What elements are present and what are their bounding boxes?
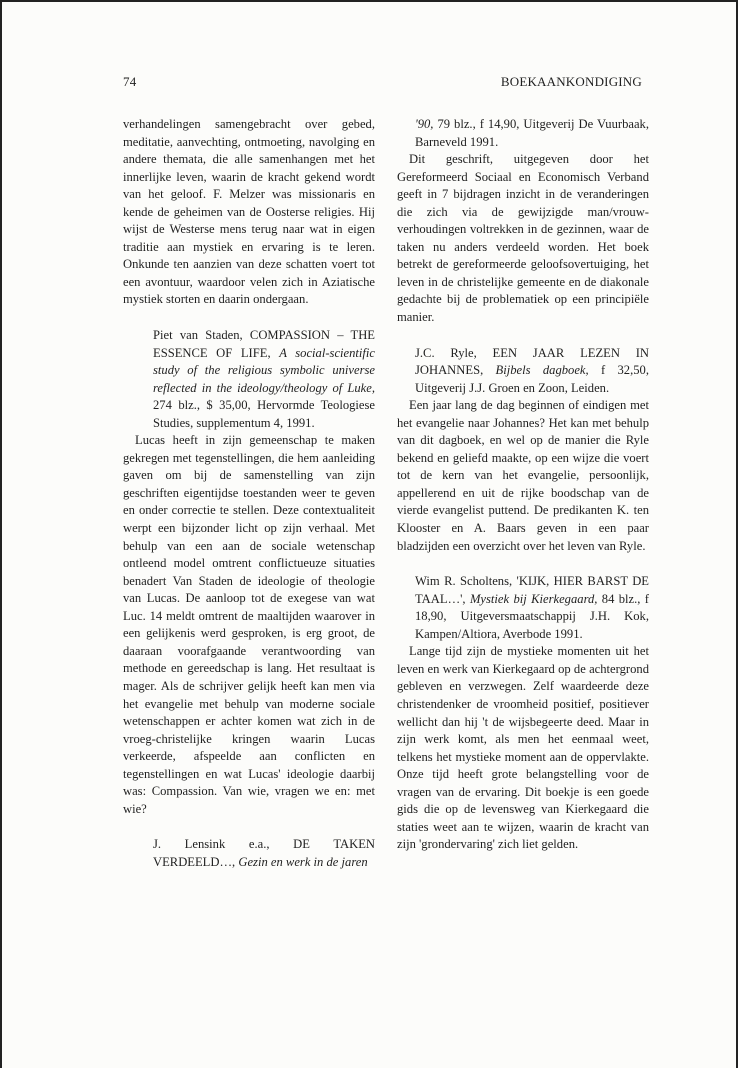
book-entry-lensink-continued [397, 116, 649, 151]
entry-author-title: J.C. Ryle, EEN JAAR LEZEN IN JOHANNES, [415, 345, 649, 378]
section-title: BOEKAANKONDIGING [500, 74, 642, 89]
entry-subtitle-continued: '90, [415, 117, 434, 131]
entry-subtitle: A social-scientific study of the religious symbolic universe reflected in the ideology/theology of Luke, [153, 345, 375, 395]
paragraph-intro: verhandelingen samengebracht over gebed, meditatie, aanvechting, ontmoeting, navolging en andere themata, die alle samenhangen met het innerlijke leven, waarin de kracht gekend wordt van het geloof. F. Melzer was missionaris en kende de geheimen van de Oosterse religies. Hij wijst de Westerse mens terug naar wat in eigen traditie aan mystiek en ervaring is te leren. Onkunde ten aanzien van deze schatten voert tot een avontuur, waardoor velen zich in Aziatische mystiek storten en daarin ondergaan. [123, 117, 375, 307]
book-entry-scholtens [397, 573, 649, 643]
paragraph-kierkegaard-review: Lange tijd zijn de mystieke momenten uit het leven en werk van Kierkegaard op de achtergrond gebleven en verzwegen. Zelf waardeerde deze christendenker de vroomheid positief, positiever wellicht dan hij 't de wijsbegeerte deed. Maar in zijn werk komt, als men het eenmaal weet, telkens het mystieke moment aan de oppervlakte. Onze tijd heeft grote belangstelling voor de vragen van de ervaring. Dit boekje is een goede gids die op de levensweg van Kierkegaard die staties weet aan te wijzen, waarin de kracht van zijn 'grondervaring' zich liet gelden. [397, 644, 649, 852]
book-entry-van-staden [123, 327, 375, 432]
entry-details: 274 blz., $ 35,00, Hervormde Teologiese Studies, supplementum 4, 1991. [153, 398, 375, 430]
entry-details: 84 blz., f 18,90, Uitgeversmaatschappij J.H. Kok, Kampen/Altiora, Averbode 1991. [415, 591, 649, 641]
entry-author-title: Wim R. Scholtens, 'KIJK, HIER BARST DE TAAL…', [415, 574, 649, 606]
page-header [123, 74, 642, 94]
book-entry-lensink [123, 836, 375, 871]
entry-details: f 32,50, Uitgeverij J.J. Groen en Zoon, Leiden. [415, 363, 649, 395]
page-number: 74 [123, 74, 137, 89]
paragraph-lucas-review: Lucas heeft in zijn gemeenschap te maken gekregen met tegenstellingen, die hem aanleiding gaven om bij de samenstelling van zijn geschriften eigentijdse toestanden weer te geven en onder correctie te stellen. Deze contextualiteit werpt een bijzonder licht op zijn verhaal. Met behulp van een aan de sociale wetenschap ontleend model omtrent conflictueuze situaties benadert Van Staden de ideologie of theologie van Lucas. De aanloop tot de exegese van wat Luc. 14 meldt omtrent de maaltijden waarover in een gelijkenis werd gesproken, is erg groot, de daaraan voorafgaande verantwoording van methode en gereedschap is lang. Het resultaat is mager. Als de schrijver gelijk heeft kan men via het evangelie met behulp van moderne sociale wetenschappen er achter komen wat zich in de vroeg-christelijke kringen waarin Lucas verkeerde, afspeelde aan conflicten en tegenstellingen en wat Lucas' ideologie daarbij was: Compassion. Van wie, vragen we en: met wie? [123, 433, 375, 816]
entry-author-title: Piet van Staden, COMPASSION – THE ESSENCE OF LIFE, [153, 328, 375, 360]
entry-subtitle: Gezin en werk in de jaren [238, 854, 368, 869]
paragraph-geschrift-review: Dit geschrift, uitgegeven door het Gereformeerd Sociaal en Economisch Verband geeft in 7 bijdragen inzicht in de veranderingen die zich via de gewijzigde man/vrouw-verhoudingen voltrekken in de gezinnen, waar de taken nu anders verdeeld worden. Het boek betrekt de gereformeerde geloofsovertuiging, het leven in de christelijke gemeente en de diakonale gedachte bij de problematiek op een principiële manier. [397, 152, 649, 325]
right-column [397, 116, 649, 854]
entry-details: 79 blz., f 14,90, Uitgeverij De Vuurbaak, Barneveld 1991. [415, 117, 649, 149]
entry-subtitle: Mystiek bij Kierkegaard, [469, 591, 598, 606]
entry-subtitle: Bijbels dagboek, [495, 363, 589, 378]
left-column [123, 116, 375, 871]
paragraph-ryle-review: Een jaar lang de dag beginnen of eindigen met het evangelie naar Johannes? Het kan met behulp van dit dagboek, en wel op de manier die Ryle bekend en geliefd maakte, op een wijze die voert tot de kern van het evangelie, persoonlijk, appellerend en uit de rijke boodschap van de vierde evangelist puttend. De predikanten K. ten Klooster en A. Baars geven in een paar bladzijden een overzicht over het leven van Ryle. [397, 398, 649, 553]
book-entry-ryle [397, 345, 649, 398]
entry-author-title: J. Lensink e.a., DE TAKEN VERDEELD…, [153, 837, 375, 869]
